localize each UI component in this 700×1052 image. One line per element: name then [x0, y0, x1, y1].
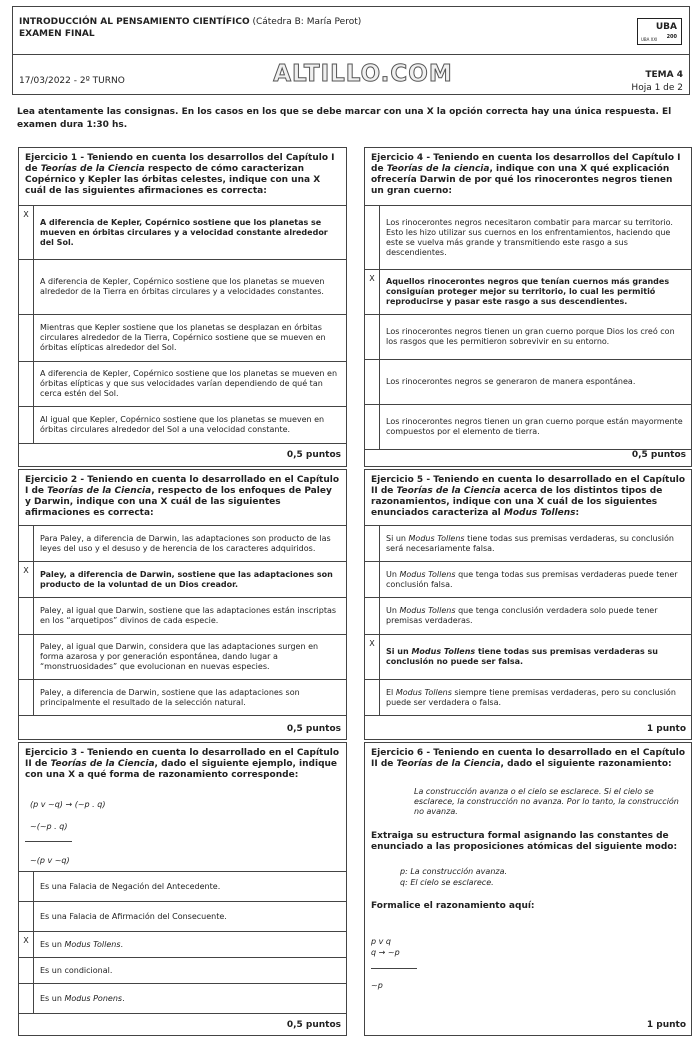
course-name: INTRODUCCIÓN AL PENSAMIENTO CIENTÍFICO	[19, 17, 250, 27]
option-text: Los rinocerontes negros tienen un gran cuerno porque Dios los creó con los rasgos que les permitieron sobrevivir en su entorno.	[386, 327, 675, 346]
logo-text: UBA	[655, 22, 677, 32]
option-text: Es una Falacia de Negación del Antecedente.	[40, 881, 221, 891]
exercise-6	[364, 742, 692, 1036]
premise-2: ~(~p . q)	[30, 822, 68, 831]
p-definition: p: La construcción avanza.	[400, 867, 508, 876]
sheet-label: Hoja 1 de 2	[631, 83, 683, 93]
option-mark[interactable]	[19, 315, 34, 361]
option-mark[interactable]: X	[19, 932, 34, 957]
reasoning-text: La construcción avanza o el cielo se esclarece. Si el cielo se esclarece, la construcción no avanza. Por lo tanto, la construcción no avanza.	[414, 787, 679, 816]
option-text: Es un Modus Ponens.	[40, 993, 125, 1003]
exercise-6-title: Ejercicio 6 - Teniendo en cuenta lo desarrollado en el Capítulo II de Teorías de la Ciencia, dado el siguiente razonamiento:	[371, 748, 686, 769]
option-row[interactable]	[19, 362, 346, 407]
option-row[interactable]	[19, 315, 346, 362]
exercise-3-title: Ejercicio 3 - Teniendo en cuenta lo desarrollado en el Capítulo II de Teorías de la Ciencia, dado el siguiente ejemplo, indique con una X a qué forma de razonamiento corresponde:	[25, 748, 340, 780]
option-text: Los rinocerontes negros necesitaron combatir para marcar su territorio. Esto les hizo utilizar sus cuernos en los enfrentamientos, haciendo que este se vuelva más grande y transmitiendo este rasgo a sus descendientes.	[386, 217, 673, 257]
exercise-1-options	[19, 205, 346, 444]
answer-conclusion[interactable]: ~p	[371, 981, 383, 990]
tema-label: TEMA 4	[645, 70, 683, 80]
option-row[interactable]	[19, 680, 346, 716]
exercise-2	[18, 469, 347, 740]
option-mark[interactable]	[19, 598, 34, 634]
option-text: Es un condicional.	[40, 965, 113, 975]
exercise-3-options	[19, 871, 346, 1014]
option-row[interactable]	[19, 407, 346, 444]
option-mark[interactable]	[19, 635, 34, 679]
exam-header	[12, 6, 690, 95]
exercise-4-title: Ejercicio 4 - Teniendo en cuenta los desarrollos del Capítulo I de Teorías de la ciencia, indique con una X qué explicación ofrecería Darwin de por qué los rinocerontes negros tienen un gran cuerno:	[371, 153, 681, 196]
option-text: Los rinocerontes negros se generaron de manera espontánea.	[386, 377, 636, 386]
option-text: Al igual que Kepler, Copérnico sostiene que los planetas se mueven en órbitas circulares alrededor del Sol a una velocidad constante.	[40, 415, 325, 434]
exercise-5-options	[365, 525, 691, 716]
option-mark[interactable]	[365, 315, 380, 359]
chair-name: (Cátedra B: María Perot)	[249, 17, 362, 27]
option-mark[interactable]	[19, 872, 34, 901]
course-title	[19, 16, 361, 40]
option-row[interactable]	[365, 270, 691, 315]
option-row[interactable]	[365, 635, 691, 680]
exercise-1	[18, 147, 347, 467]
exercise-5	[364, 469, 692, 740]
exercise-1-title: Ejercicio 1 - Teniendo en cuenta los desarrollos del Capítulo I de Teorías de la Ciencia respecto de cómo caracterizan Copérnico y Kepler las órbitas celestes, indique con una X cuál de las siguientes afirmaciones es correcta:	[25, 153, 335, 196]
option-mark[interactable]	[19, 680, 34, 715]
option-text: Mientras que Kepler sostiene que los planetas se desplazan en órbitas circulares alrededor de la Tierra, Copérnico sostiene que se mueven en órbitas elípticas alrededor del Sol.	[40, 323, 326, 352]
option-row[interactable]	[19, 958, 346, 984]
option-text: Es un Modus Tollens.	[40, 939, 124, 949]
option-mark[interactable]: X	[19, 562, 34, 597]
option-row[interactable]	[365, 360, 691, 405]
exercise-4-points: 0,5 puntos	[631, 450, 686, 460]
option-row[interactable]	[19, 598, 346, 635]
option-mark[interactable]	[365, 405, 380, 449]
option-row[interactable]	[365, 526, 691, 562]
answer-inference-line	[371, 968, 417, 969]
exercise-3-points: 0,5 puntos	[286, 1020, 341, 1030]
option-row[interactable]	[19, 902, 346, 932]
tema-block	[631, 69, 683, 95]
option-text: Paley, a diferencia de Darwin, sostiene que las adaptaciones son producto de la voluntad de un Dios creador.	[40, 569, 333, 589]
option-text: El Modus Tollens siempre tiene premisas verdaderas, pero su conclusión puede ser verdadera o falsa.	[386, 687, 676, 707]
formalize-label: Formalice el razonamiento aquí:	[371, 901, 535, 911]
option-mark[interactable]	[365, 598, 380, 634]
option-mark[interactable]	[19, 260, 34, 314]
logo-small-text: UBA XXI	[641, 37, 658, 42]
exercise-4-options	[365, 205, 691, 450]
option-text: Un Modus Tollens que tenga conclusión verdadera solo puede tener premisas verdaderas.	[386, 606, 658, 625]
option-text: A diferencia de Kepler, Copérnico sostiene que los planetas se mueven en órbitas circulares y a velocidad constante alrededor del Sol.	[40, 217, 328, 247]
answer-premise-1[interactable]: p v q	[371, 937, 391, 946]
option-mark[interactable]: X	[365, 270, 380, 314]
exercise-5-points: 1 punto	[646, 724, 686, 734]
option-text: A diferencia de Kepler, Copérnico sostiene que los planetas se mueven en órbitas elípticas y que sus velocidades varían dependiendo de qué tan cerca estén del Sol.	[40, 369, 338, 398]
option-row[interactable]	[365, 405, 691, 450]
option-mark[interactable]: X	[19, 206, 34, 259]
option-mark[interactable]	[19, 984, 34, 1013]
premise-1: (p v ~q) → (~p . q)	[30, 800, 106, 809]
option-mark[interactable]	[19, 407, 34, 443]
option-row[interactable]	[19, 526, 346, 562]
option-row[interactable]	[19, 562, 346, 598]
option-row[interactable]	[19, 206, 346, 260]
option-text: A diferencia de Kepler, Copérnico sostiene que los planetas se mueven alrededor de la Tierra en órbitas circulares y a velocidades constantes.	[40, 277, 325, 296]
option-row[interactable]	[365, 680, 691, 716]
option-text: Aquellos rinocerontes negros que tenían cuernos más grandes consiguían proteger mejor su territorio, lo cual les permitió reproducirse y pasar este rasgo a sus descendientes.	[386, 277, 670, 306]
option-row[interactable]	[19, 984, 346, 1014]
exam-date: 17/03/2022 - 2º TURNO	[19, 76, 125, 86]
exercise-2-points: 0,5 puntos	[286, 724, 341, 734]
option-mark[interactable]	[19, 526, 34, 561]
option-mark[interactable]	[365, 360, 380, 404]
option-row[interactable]	[365, 315, 691, 360]
option-mark[interactable]: X	[365, 635, 380, 679]
option-row[interactable]	[19, 260, 346, 315]
option-row[interactable]	[365, 562, 691, 598]
option-mark[interactable]	[365, 680, 380, 715]
option-text: Para Paley, a diferencia de Darwin, las adaptaciones son producto de las leyes del uso y el desuso y de herencia de los caracteres adquiridos.	[40, 533, 331, 553]
option-text: Paley, al igual que Darwin, sostiene que las adaptaciones están inscriptas en los “arquetipos” divinos de cada especie.	[40, 606, 337, 625]
instructions: Lea atentamente las consignas. En los casos en los que se debe marcar con una X la opción correcta hay una única respuesta. El examen dura 1:30 hs.	[17, 107, 672, 130]
option-mark[interactable]	[19, 958, 34, 983]
option-mark[interactable]	[19, 362, 34, 406]
option-text: Si un Modus Tollens tiene todas sus premisas verdaderas, su conclusión será necesariamente falsa.	[386, 533, 674, 553]
exercise-4	[364, 147, 692, 467]
inference-line	[25, 841, 72, 842]
exam-label: EXAMEN FINAL	[19, 29, 95, 39]
option-row[interactable]	[365, 598, 691, 635]
answer-premise-2[interactable]: q → ~p	[371, 948, 400, 957]
option-mark[interactable]	[365, 206, 380, 269]
exercise-3	[18, 742, 347, 1036]
option-text: Un Modus Tollens que tenga todas sus premisas verdaderas puede tener conclusión falsa.	[386, 569, 678, 589]
formalization-instruction: Extraiga su estructura formal asignando las constantes de enunciado a las proposiciones atómicas del siguiente modo:	[371, 831, 678, 852]
logo-sub: 200	[666, 34, 677, 40]
option-mark[interactable]	[365, 526, 380, 561]
uba-logo	[637, 18, 682, 45]
option-row[interactable]	[19, 635, 346, 680]
option-mark[interactable]	[365, 562, 380, 597]
header-divider	[13, 54, 689, 55]
exercise-5-title: Ejercicio 5 - Teniendo en cuenta lo desarrollado en el Capítulo II de Teorías de la Ciencia acerca de los distintos tipos de razonamientos, indique con una X cuál de los siguientes enunciados caracteriza al Modus Tollens:	[371, 475, 686, 518]
conclusion: ~(p v ~q)	[30, 856, 70, 865]
option-row[interactable]	[365, 206, 691, 270]
option-row[interactable]	[19, 932, 346, 958]
option-text: Los rinocerontes negros tienen un gran cuerno porque están mayormente compuestos por el elemento de tierra.	[386, 417, 683, 436]
option-row[interactable]	[19, 872, 346, 902]
exercise-1-points: 0,5 puntos	[286, 450, 341, 460]
watermark: ALTILLO.COM	[273, 61, 453, 87]
option-text: Paley, al igual que Darwin, considera que las adaptaciones surgen en forma azarosa y por generación espontánea, dando lugar a “monstruosidades” que evolucionan en nuevas especies.	[40, 642, 319, 671]
q-definition: q: El cielo se esclarece.	[400, 878, 494, 887]
option-text: Es una Falacia de Afirmación del Consecuente.	[40, 911, 227, 921]
option-text: Si un Modus Tollens tiene todas sus premisas verdaderas su conclusión no puede ser falsa.	[386, 647, 658, 666]
option-mark[interactable]	[19, 902, 34, 931]
exercise-2-title: Ejercicio 2 - Teniendo en cuenta lo desarrollado en el Capítulo I de Teorías de la Ciencia, respecto de los enfoques de Paley y Darwin, indique con una X cuál de las siguientes afirmaciones es correcta:	[25, 475, 340, 518]
exercise-6-points: 1 punto	[646, 1020, 686, 1030]
exercise-2-options	[19, 525, 346, 716]
option-text: Paley, a diferencia de Darwin, sostiene que las adaptaciones son principalmente el resultado de la selección natural.	[40, 687, 300, 707]
